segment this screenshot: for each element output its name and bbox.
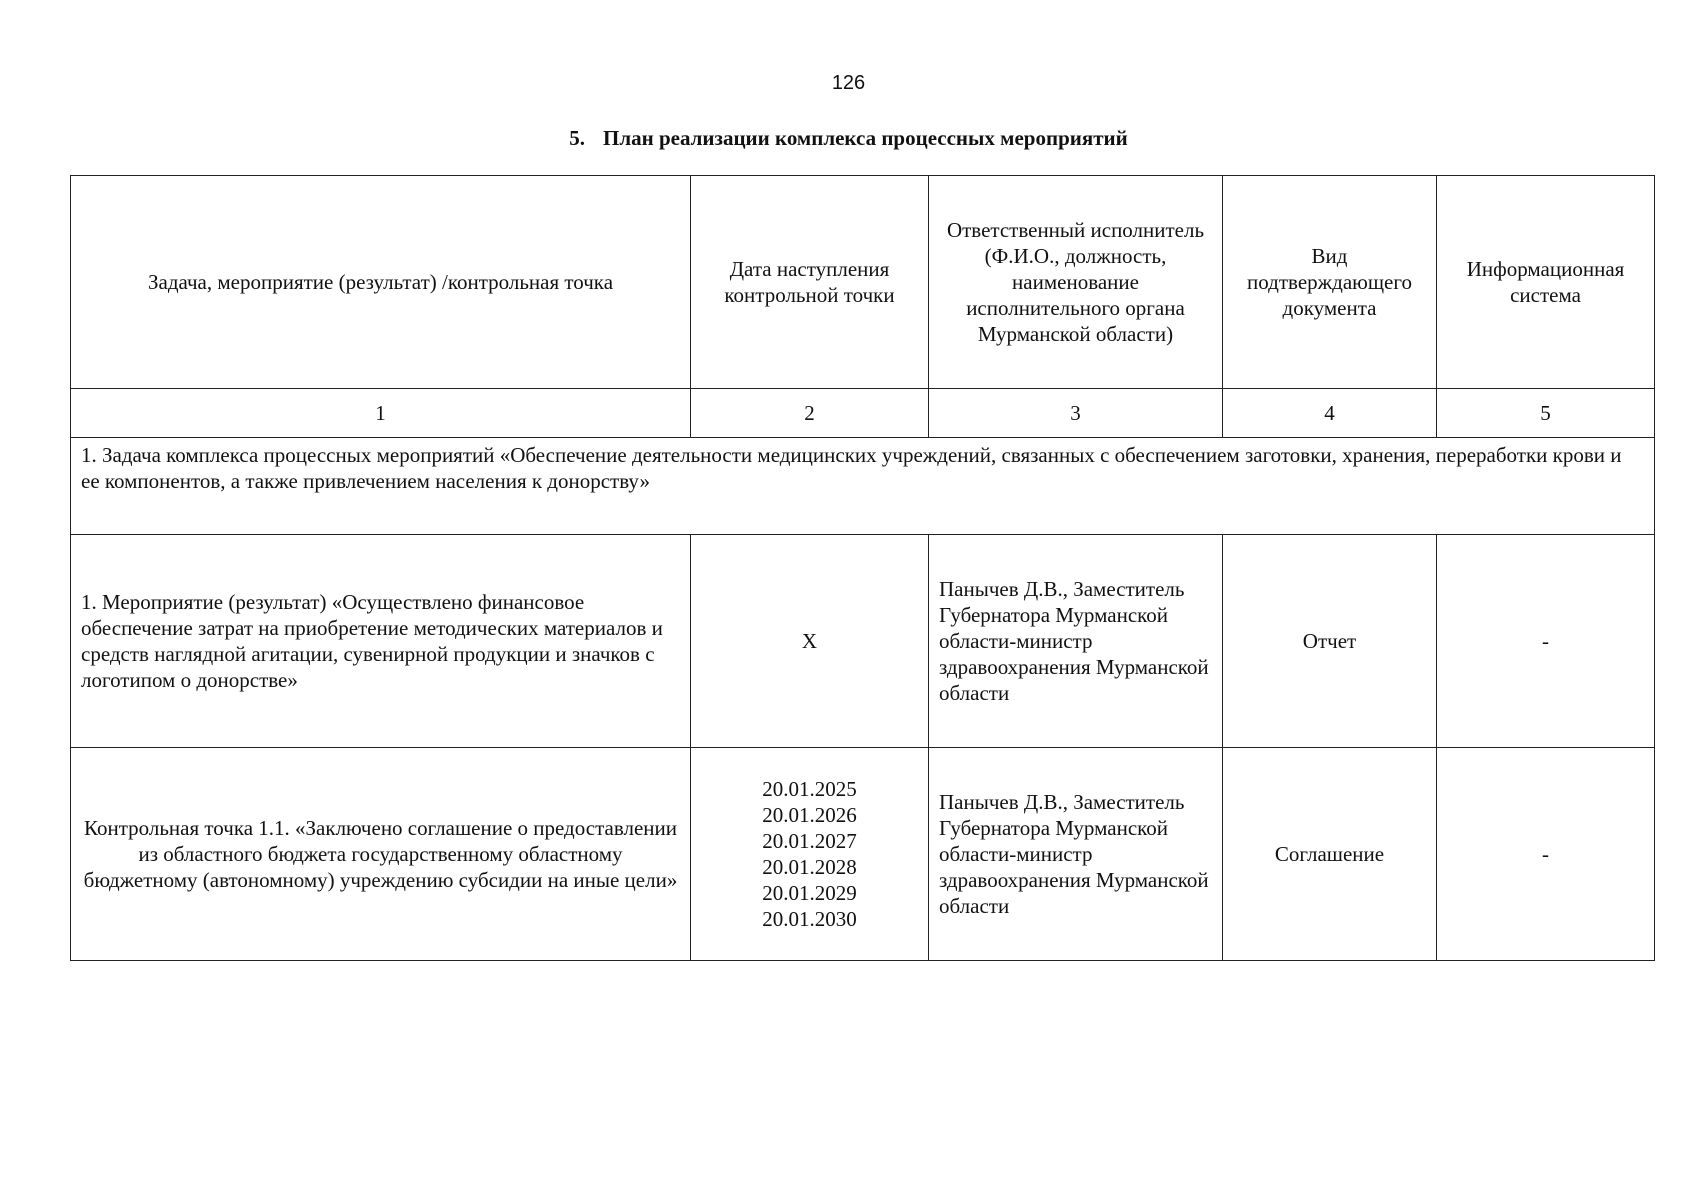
control-point-date: 20.01.2028 — [762, 855, 857, 879]
control-point-dates — [691, 748, 929, 961]
column-number: 2 — [691, 389, 929, 438]
header-task: Задача, мероприятие (результат) /контрольная точка — [71, 176, 691, 389]
task-row — [71, 438, 1655, 535]
column-number: 1 — [71, 389, 691, 438]
event-document: Отчет — [1223, 535, 1437, 748]
column-number: 5 — [1437, 389, 1655, 438]
control-point-system: - — [1437, 748, 1655, 961]
control-point-date: 20.01.2030 — [762, 907, 857, 931]
event-row — [71, 535, 1655, 748]
control-point-date: 20.01.2027 — [762, 829, 857, 853]
event-date: X — [691, 535, 929, 748]
control-point-responsible: Панычев Д.В., Заместитель Губернатора Мурманской области-министр здравоохранения Мурманской области — [929, 748, 1223, 961]
page-number: 126 — [831, 72, 866, 94]
control-point-date: 20.01.2025 — [762, 777, 857, 801]
header-document: Вид подтверждающего документа — [1223, 176, 1437, 389]
event-responsible: Панычев Д.В., Заместитель Губернатора Мурманской области-министр здравоохранения Мурманской области — [929, 535, 1223, 748]
column-number: 3 — [929, 389, 1223, 438]
table-header-row — [71, 176, 1655, 389]
section-title — [0, 126, 1697, 151]
control-point-document: Соглашение — [1223, 748, 1437, 961]
control-point-date: 20.01.2029 — [762, 881, 857, 905]
section-number: 5. — [569, 126, 585, 150]
event-name: 1. Мероприятие (результат) «Осуществлено финансовое обеспечение затрат на приобретение методических материалов и средств наглядной агитации, сувенирной продукции и значков с логотипом о донорстве» — [71, 535, 691, 748]
task-title: 1. Задача комплекса процессных мероприятий «Обеспечение деятельности медицинских учреждений, связанных с обеспечением заготовки, хранения, переработки крови и ее компонентов, а также привлечением населения к донорству» — [71, 438, 1655, 535]
column-number-row — [71, 389, 1655, 438]
control-point-name: Контрольная точка 1.1. «Заключено соглашение о предоставлении из областного бюджета государственному областному бюджетному (автономному) учреждению субсидии на иные цели» — [71, 748, 691, 961]
event-system: - — [1437, 535, 1655, 748]
column-number: 4 — [1223, 389, 1437, 438]
header-responsible: Ответственный исполнитель (Ф.И.О., должность, наименование исполнительного органа Мурманской области) — [929, 176, 1223, 389]
section-title-text: План реализации комплекса процессных мероприятий — [602, 126, 1128, 150]
control-point-row — [71, 748, 1655, 961]
implementation-plan-table — [70, 175, 1655, 961]
header-date: Дата наступления контрольной точки — [691, 176, 929, 389]
header-system: Информационная система — [1437, 176, 1655, 389]
control-point-date: 20.01.2026 — [762, 803, 857, 827]
